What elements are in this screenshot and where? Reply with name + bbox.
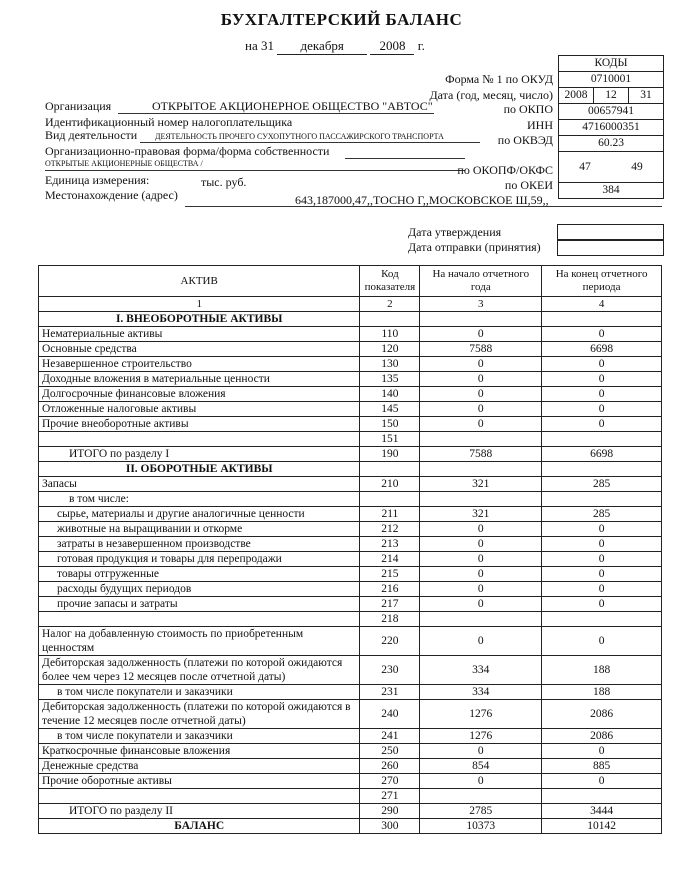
table-row: Отложенные налоговые активы 145 0 0	[39, 402, 662, 417]
table-column-numbers: 1 2 3 4	[39, 297, 662, 312]
table-row: животные на выращивании и откорме 212 0 0	[39, 522, 662, 537]
table-row: ИТОГО по разделу I 190 7588 6698	[39, 447, 662, 462]
table-row: Нематериальные активы 110 0 0	[39, 327, 662, 342]
table-row: Налог на добавленную стоимость по приобретенным ценностям 220 0 0	[39, 627, 662, 656]
table-row: прочие запасы и затраты 217 0 0	[39, 597, 662, 612]
table-row: Запасы 210 321 285	[39, 477, 662, 492]
table-row: Краткосрочные финансовые вложения 250 0 0	[39, 744, 662, 759]
table-row: ИТОГО по разделу II 290 2785 3444	[39, 804, 662, 819]
table-row: 271	[39, 789, 662, 804]
address-value: 643,187000,47,,ТОСНО Г,,МОСКОВСКОЕ Ш,59,,	[295, 193, 549, 207]
table-header: АКТИВ Код показателя На начало отчетного года На конец отчетного периода	[39, 266, 662, 297]
send-date-box	[557, 240, 664, 256]
table-row: товары отгруженные 215 0 0	[39, 567, 662, 582]
section-header: II. ОБОРОТНЫЕ АКТИВЫ	[39, 462, 662, 477]
table-row: Прочие оборотные активы 270 0 0	[39, 774, 662, 789]
date-month: декабря	[277, 38, 367, 55]
codes-box: КОДЫ 0710001 2008 12 31 00657941 4716000351 60.23 47 49 384	[558, 55, 664, 199]
legal-form-value: ОТКРЫТЫЕ АКЦИОНЕРНЫЕ ОБЩЕСТВА /	[45, 159, 203, 168]
table-row: в том числе покупатели и заказчики 241 1276 2086	[39, 729, 662, 744]
approve-date-box	[557, 224, 664, 240]
table-row: Денежные средства 260 854 885	[39, 759, 662, 774]
table-row: сырье, материалы и другие аналогичные ценности 211 321 285	[39, 507, 662, 522]
section-header: I. ВНЕОБОРОТНЫЕ АКТИВЫ	[39, 312, 662, 327]
table-row: 218	[39, 612, 662, 627]
table-row: Основные средства 120 7588 6698	[39, 342, 662, 357]
table-row: Прочие внеоборотные активы 150 0 0	[39, 417, 662, 432]
table-row: Доходные вложения в материальные ценности 135 0 0	[39, 372, 662, 387]
report-date: на 31 декабря 2008 г.	[245, 38, 425, 53]
table-row: Незавершенное строительство 130 0 0	[39, 357, 662, 372]
table-row: расходы будущих периодов 216 0 0	[39, 582, 662, 597]
table-row: в том числе:	[39, 492, 662, 507]
table-row: Дебиторская задолженность (платежи по которой ожидаются более чем через 12 месяцев после отчетной даты) 230 334 188	[39, 656, 662, 685]
table-row: готовая продукция и товары для перепродажи 214 0 0	[39, 552, 662, 567]
org-name: ОТКРЫТОЕ АКЦИОНЕРНОЕ ОБЩЕСТВО "АВТОС"	[152, 99, 433, 113]
table-row: затраты в незавершенном производстве 213 0 0	[39, 537, 662, 552]
date-year: 2008	[370, 38, 414, 55]
table-row: 151	[39, 432, 662, 447]
table-row: Долгосрочные финансовые вложения 140 0 0	[39, 387, 662, 402]
table-row: БАЛАНС 300 10373 10142	[39, 819, 662, 834]
table-row: Дебиторская задолженность (платежи по которой ожидаются в течение 12 месяцев после отчетной даты) 240 1276 2086	[39, 700, 662, 729]
table-row: в том числе покупатели и заказчики 231 334 188	[39, 685, 662, 700]
activity-value: ДЕЯТЕЛЬНОСТЬ ПРОЧЕГО СУХОПУТНОГО ПАССАЖИРСКОГО ТРАНСПОРТА	[155, 132, 444, 141]
balance-table	[38, 265, 662, 834]
document-title: БУХГАЛТЕРСКИЙ БАЛАНС	[220, 10, 463, 29]
